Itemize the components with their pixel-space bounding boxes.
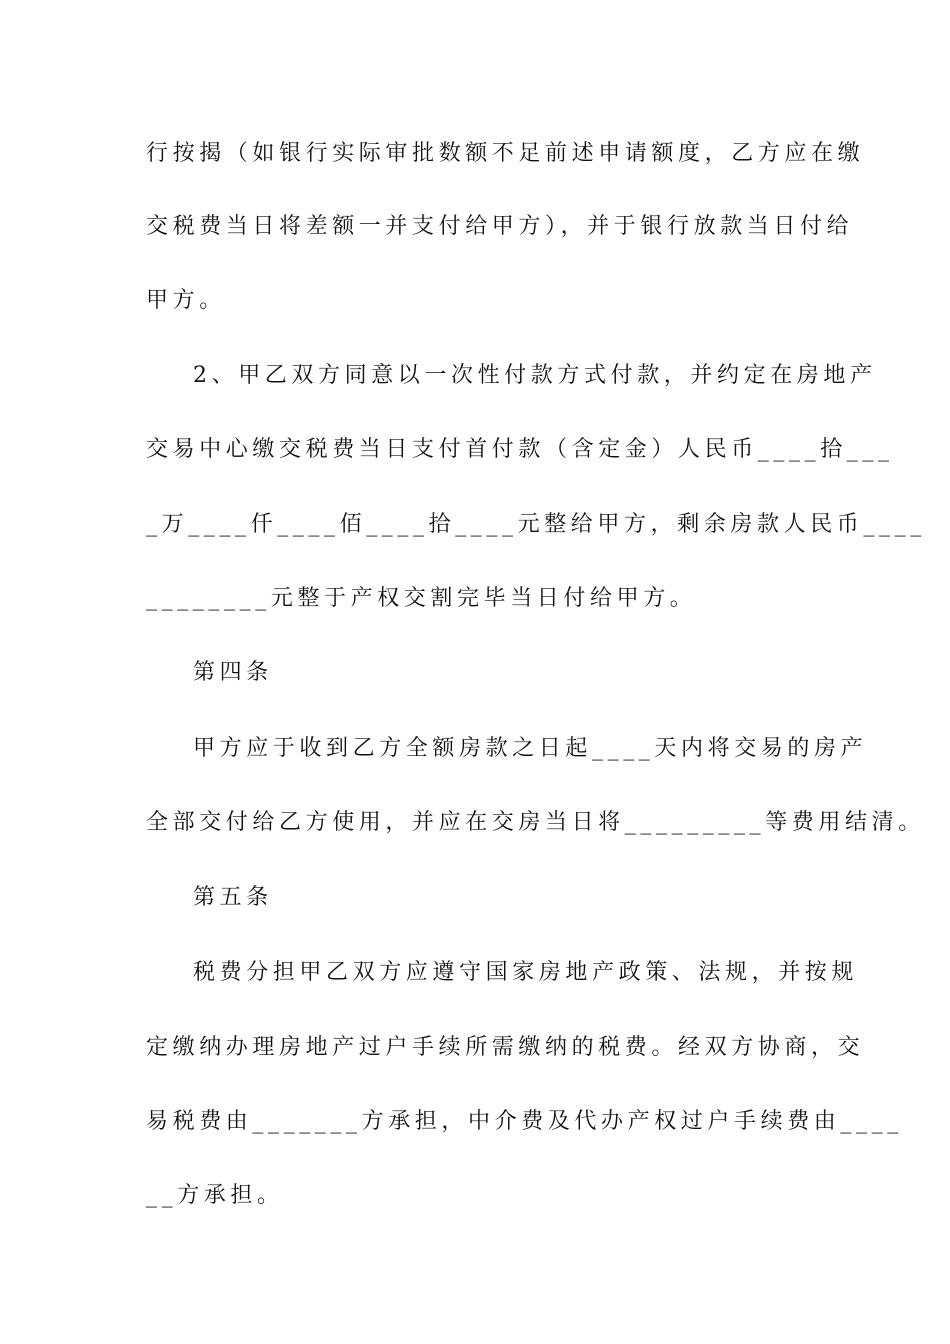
clause-2-line-4: ________元整于产权交割完毕当日付给甲方。 <box>146 586 697 611</box>
article-5-heading: 第五条 <box>193 885 273 910</box>
article-4-line-2: 全部交付给乙方使用，并应在交房当日将_________等费用结清。 <box>146 810 925 835</box>
clause-2-line-3: _万____仟____佰____拾____元整给甲方，剩余房款人民币____ <box>146 512 926 537</box>
article-4-heading: 第四条 <box>193 660 273 685</box>
article-4-line-1: 甲方应于收到乙方全额房款之日起____天内将交易的房产 <box>193 736 868 761</box>
clause-2-line-1: 2、甲乙双方同意以一次性付款方式付款，并约定在房地产 <box>193 363 877 388</box>
article-5-line-3: 易税费由_______方承担，中介费及代办产权过户手续费由____ <box>146 1109 903 1134</box>
article-5-line-1: 税费分担甲乙双方应遵守国家房地产政策、法规，并按规 <box>193 960 859 985</box>
article-5-line-2: 定缴纳办理房地产过户手续所需缴纳的税费。经双方协商，交 <box>146 1035 865 1060</box>
text-line-3: 甲方。 <box>146 288 226 313</box>
text-line-2: 交税费当日将差额一并支付给甲方），并于银行放款当日付给 <box>146 214 854 239</box>
article-5-line-4: __方承担。 <box>146 1183 284 1208</box>
text-line-1: 行按揭（如银行实际审批数额不足前述申请额度，乙方应在缴 <box>146 141 865 166</box>
clause-2-line-2: 交易中心缴交税费当日支付首付款（含定金）人民币____拾___ <box>146 437 894 462</box>
